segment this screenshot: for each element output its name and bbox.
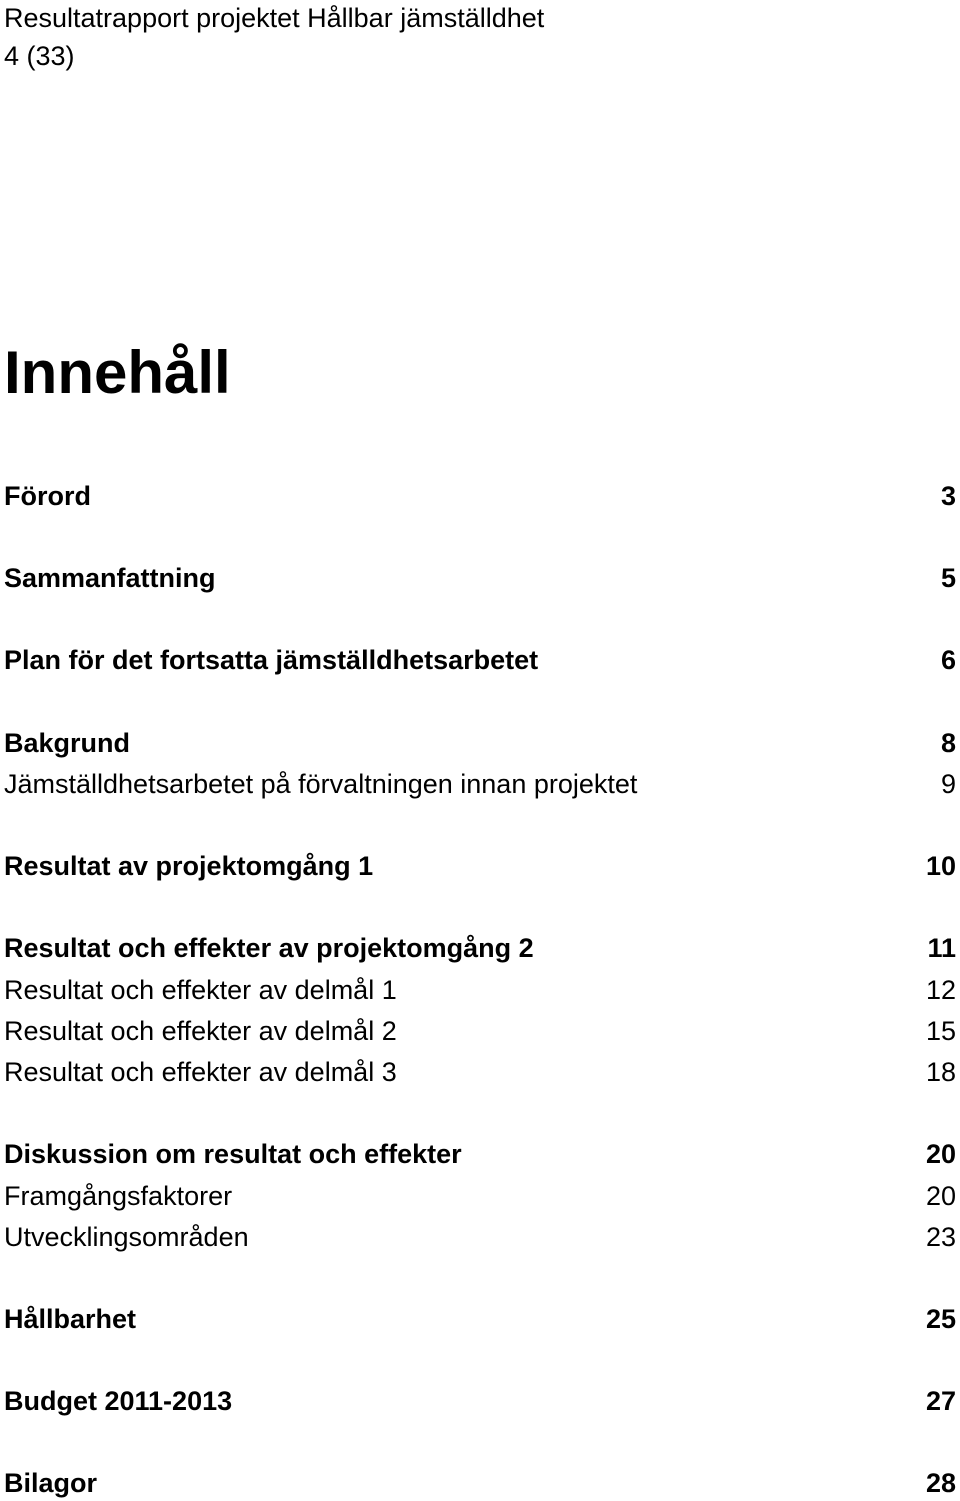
toc-entry-page: 25 xyxy=(925,1304,956,1334)
toc-subentry[interactable] xyxy=(4,1054,956,1090)
toc-entry-page: 27 xyxy=(925,1386,956,1416)
toc-entry-label: Resultat och effekter av delmål 1 xyxy=(4,975,397,1005)
toc-entry-label: Plan för det fortsatta jämställdhetsarbetet xyxy=(4,645,539,675)
toc-entry[interactable] xyxy=(4,1383,956,1419)
toc-entry-page: 18 xyxy=(925,1057,956,1087)
toc-entry[interactable] xyxy=(4,1465,956,1501)
toc-entry-page: 20 xyxy=(925,1181,956,1211)
toc-subentry[interactable] xyxy=(4,1178,956,1214)
toc-entry-label: Resultat och effekter av delmål 3 xyxy=(4,1057,397,1087)
toc-entry-page: 28 xyxy=(925,1468,956,1498)
toc-entry[interactable] xyxy=(4,848,956,884)
toc-entry-page: 8 xyxy=(940,728,956,758)
toc-entry-page: 12 xyxy=(925,975,956,1005)
toc-entry-label: Bakgrund xyxy=(4,728,131,758)
toc-entry-page: 10 xyxy=(925,851,956,881)
toc-entry-page: 11 xyxy=(927,933,956,963)
toc-entry[interactable] xyxy=(4,642,956,678)
toc-entry-label: Resultat och effekter av delmål 2 xyxy=(4,1016,397,1046)
toc-entry[interactable] xyxy=(4,478,956,514)
toc-entry-label: Utvecklingsområden xyxy=(4,1222,249,1252)
toc-entry-label: Bilagor xyxy=(4,1468,98,1498)
toc-entry-label: Resultat av projektomgång 1 xyxy=(4,851,374,881)
toc-entry[interactable] xyxy=(4,560,956,596)
toc-entry[interactable] xyxy=(4,1301,956,1337)
toc-entry-label: Hållbarhet xyxy=(4,1304,137,1334)
toc-subentry[interactable] xyxy=(4,766,956,802)
toc-subentry[interactable] xyxy=(4,972,956,1008)
toc-entry-page: 20 xyxy=(925,1139,956,1169)
running-header-page-number: 4 (33) xyxy=(4,41,75,71)
toc-entry-label: Diskussion om resultat och effekter xyxy=(4,1139,462,1169)
toc-entry-page: 15 xyxy=(925,1016,956,1046)
toc-entry-page: 5 xyxy=(940,563,956,593)
toc-subentry[interactable] xyxy=(4,1219,956,1255)
toc-entry-label: Förord xyxy=(4,481,91,511)
running-header-title: Resultatrapport projektet Hållbar jämställdhet xyxy=(4,3,545,33)
toc-entry-label: Budget 2011-2013 xyxy=(4,1386,233,1416)
toc-entry-page: 6 xyxy=(940,645,956,675)
toc-subentry[interactable] xyxy=(4,1013,956,1049)
toc-entry[interactable] xyxy=(4,1136,956,1172)
toc-entry-page: 9 xyxy=(940,769,956,799)
toc-heading: Innehåll xyxy=(4,339,231,406)
toc-entry-label: Jämställdhetsarbetet på förvaltningen innan projektet xyxy=(4,769,638,799)
toc-entry[interactable] xyxy=(4,725,956,761)
toc-entry-label: Resultat och effekter av projektomgång 2 xyxy=(4,933,534,963)
toc-entry[interactable] xyxy=(4,930,956,966)
toc-entry-label: Sammanfattning xyxy=(4,563,216,593)
toc-entry-page: 23 xyxy=(925,1222,956,1252)
toc-entry-page: 3 xyxy=(940,481,956,511)
toc-entry-label: Framgångsfaktorer xyxy=(4,1181,233,1211)
